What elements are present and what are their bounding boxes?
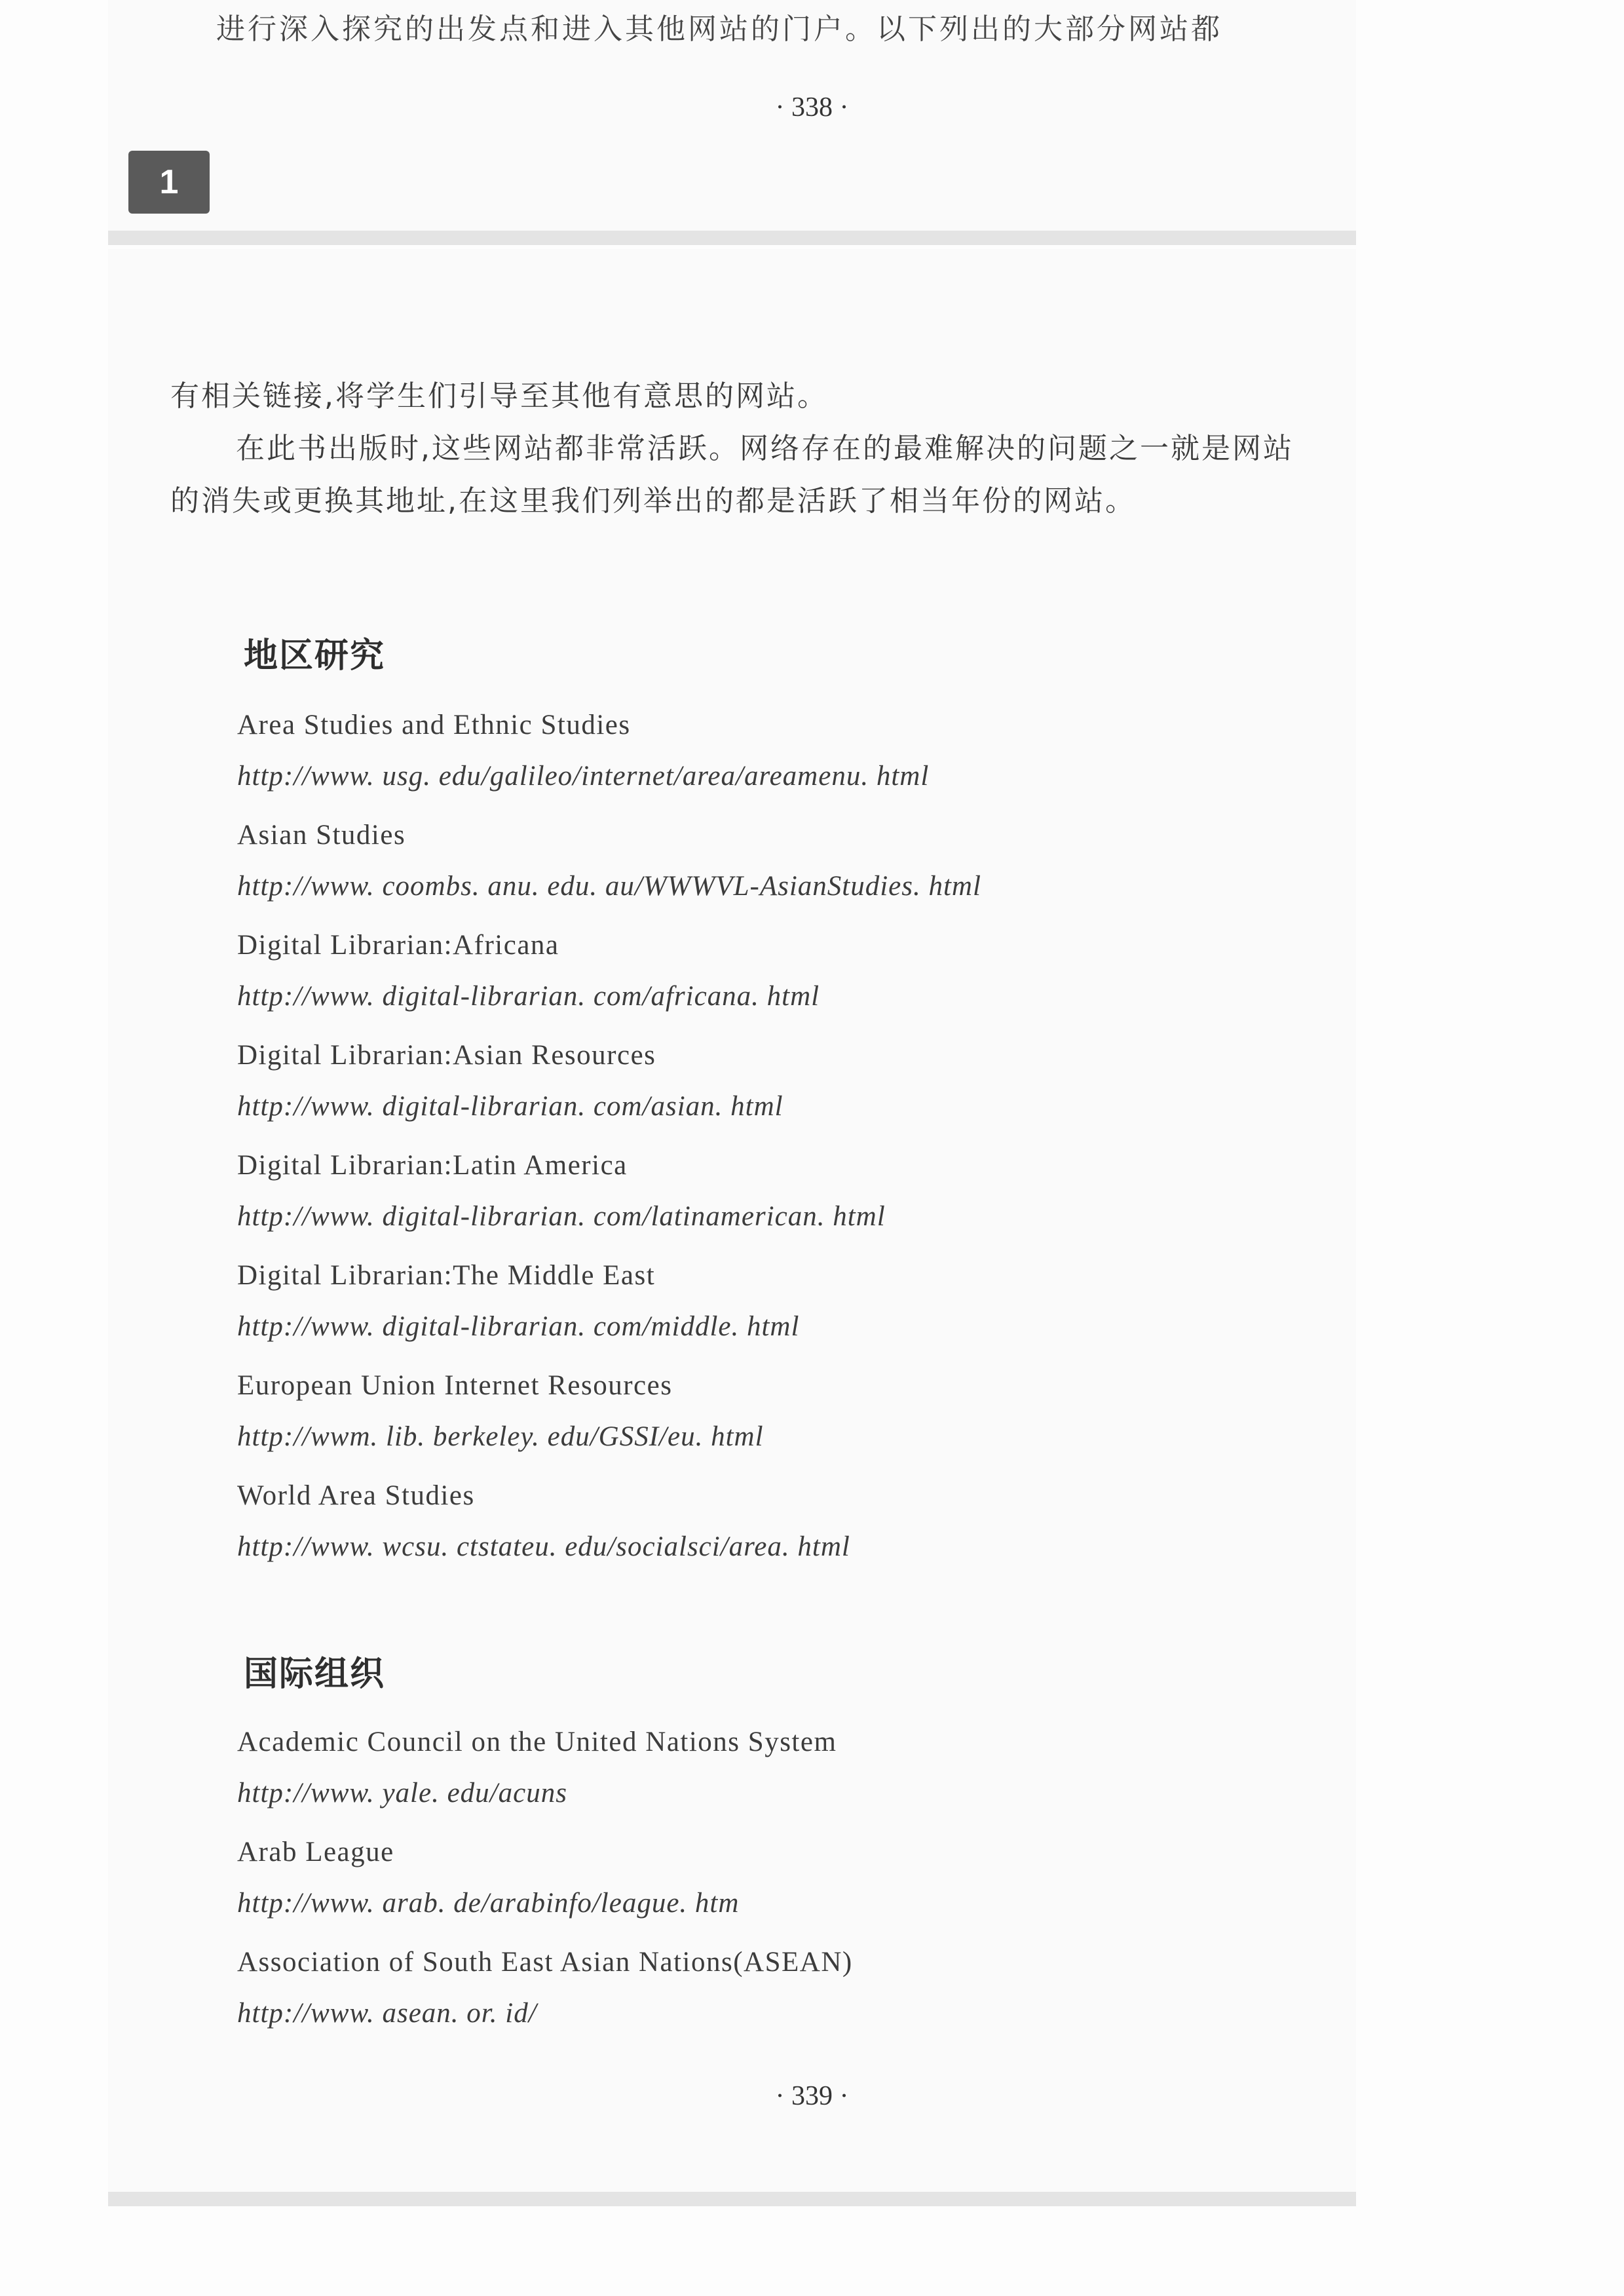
entry-url-link[interactable]: http://www. yale. edu/acuns — [237, 1778, 567, 1808]
list-item — [237, 810, 981, 920]
list-item — [237, 1030, 981, 1140]
intro-paragraph-2-text: 在此书出版时,这些网站都非常活跃。网络存在的最难解决的问题之一就是网站的消失或更换其地址,在这里我们列举出的都是活跃了相当年份的网站。 — [170, 432, 1294, 518]
list-item — [237, 1717, 853, 1827]
page-divider-top — [108, 231, 1356, 245]
previous-page-last-line: 进行深入探究的出发点和进入其他网站的门户。以下列出的大部分网站都 — [216, 12, 1222, 46]
entry-url-link[interactable]: http://www. digital-librarian. com/middle. html — [237, 1311, 800, 1342]
entry-title: Digital Librarian:Africana — [237, 930, 559, 961]
page-number-339: · 339 · — [775, 2081, 849, 2111]
intro-paragraph-2 — [170, 423, 1323, 527]
list-item — [237, 1827, 853, 1937]
list-item — [237, 1250, 981, 1360]
entry-url-link[interactable]: http://www. wcsu. ctstateu. edu/socialsci/area. html — [237, 1531, 850, 1562]
entry-list-area-studies — [237, 700, 981, 1580]
entry-url-link[interactable]: http://www. usg. edu/galileo/internet/area/areamenu. html — [237, 761, 930, 792]
list-item — [237, 1360, 981, 1470]
page-index-badge: 1 — [128, 151, 210, 214]
list-item — [237, 1470, 981, 1580]
entry-title: Digital Librarian:Latin America — [237, 1150, 628, 1181]
page-number-338: · 338 · — [775, 92, 849, 123]
list-item — [237, 920, 981, 1030]
entry-title: Digital Librarian:The Middle East — [237, 1260, 656, 1291]
entry-url-link[interactable]: http://www. arab. de/arabinfo/league. htm — [237, 1888, 740, 1919]
entry-url-link[interactable]: http://www. asean. or. id/ — [237, 1998, 537, 2029]
entry-url-link[interactable]: http://www. digital-librarian. com/asian. html — [237, 1091, 784, 1122]
list-item — [237, 700, 981, 810]
entry-url-link[interactable]: http://www. digital-librarian. com/latinamerican. html — [237, 1201, 886, 1232]
entry-title: Arab League — [237, 1837, 394, 1867]
entry-list-international-organizations — [237, 1717, 853, 2047]
list-item — [237, 1140, 981, 1250]
intro-paragraph-1-text: 有相关链接,将学生们引导至其他有意思的网站。 — [170, 379, 828, 413]
entry-title: Area Studies and Ethnic Studies — [237, 710, 631, 740]
entry-url-link[interactable]: http://www. digital-librarian. com/africana. html — [237, 981, 820, 1012]
entry-title: Association of South East Asian Nations(ASEAN) — [237, 1947, 853, 1978]
entry-title: World Area Studies — [237, 1480, 475, 1511]
section-heading-international-organizations: 国际组织 — [244, 1655, 386, 1694]
entry-url-link[interactable]: http://wwm. lib. berkeley. edu/GSSI/eu. html — [237, 1421, 764, 1452]
entry-title: Academic Council on the United Nations System — [237, 1727, 837, 1757]
intro-paragraph-1 — [170, 370, 1323, 423]
page-divider-bottom — [108, 2192, 1356, 2206]
list-item — [237, 1937, 853, 2047]
entry-url-link[interactable]: http://www. coombs. anu. edu. au/WWWVL-AsianStudies. html — [237, 871, 981, 902]
entry-title: Asian Studies — [237, 820, 406, 851]
entry-title: Digital Librarian:Asian Resources — [237, 1040, 656, 1071]
section-heading-area-studies: 地区研究 — [244, 636, 386, 676]
entry-title: European Union Internet Resources — [237, 1370, 673, 1401]
